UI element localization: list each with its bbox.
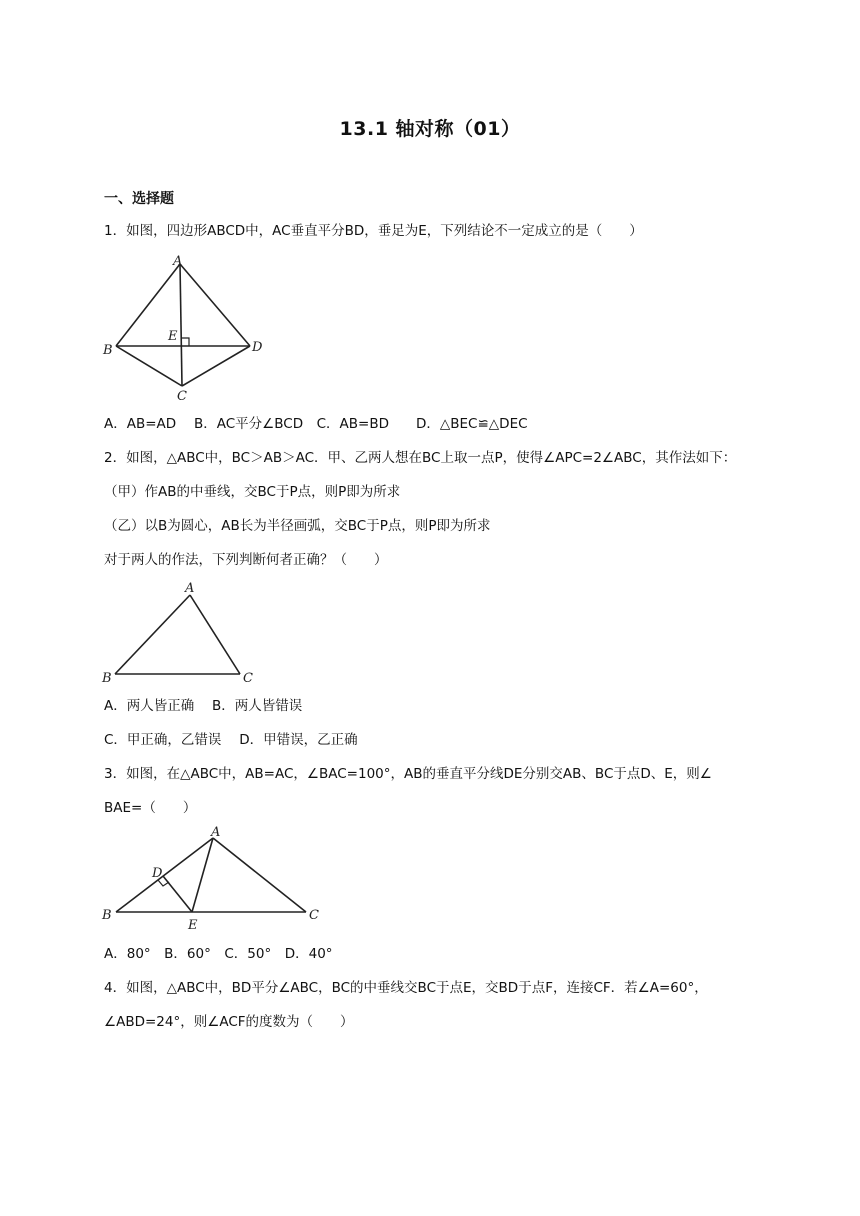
q1-label-e: E bbox=[168, 329, 178, 344]
q2-options-row1: A．两人皆正确 B．两人皆错误 bbox=[104, 698, 303, 714]
q2-label-a: A bbox=[185, 581, 195, 596]
q2-label-b: B bbox=[102, 671, 112, 686]
q1-label-a: A bbox=[173, 254, 183, 269]
q2-figure bbox=[100, 578, 260, 688]
q2-edge-ac bbox=[190, 595, 240, 674]
q2-question: 对于两人的作法，下列判断何者正确？（ ） bbox=[104, 552, 388, 568]
q2-stem: 2．如图，△ABC中，BC＞AB＞AC．甲、乙两人想在BC上取一点P，使得∠APC=2∠ABC，其作法如下： bbox=[104, 450, 737, 466]
q3-options: A．80° B．60° C．50° D．40° bbox=[104, 946, 333, 962]
q2-method-yi: （乙）以B为圆心，AB长为半径画弧，交BC于P点，则P即为所求 bbox=[104, 518, 491, 534]
q2-method-jia: （甲）作AB的中垂线，交BC于P点，则P即为所求 bbox=[104, 484, 401, 500]
q1-edge-bc bbox=[116, 346, 182, 386]
q4-stem-line1: 4．如图，△ABC中，BD平分∠ABC，BC的中垂线交BC于点E，交BD于点F，连接CF．若∠A=60°， bbox=[104, 980, 708, 996]
q4-stem-line2: ∠ABD=24°，则∠ACF的度数为（ ） bbox=[104, 1014, 354, 1030]
q1-label-d: D bbox=[252, 340, 263, 355]
q3-label-d: D bbox=[152, 866, 163, 881]
q3-label-e: E bbox=[188, 918, 198, 933]
q1-label-b: B bbox=[103, 343, 113, 358]
q3-segment-ae bbox=[192, 838, 213, 912]
q1-diagonal-ac bbox=[180, 264, 182, 386]
q1-stem: 1．如图，四边形ABCD中，AC垂直平分BD，垂足为E，下列结论不一定成立的是（ ） bbox=[104, 223, 643, 239]
q2-edge-ab bbox=[115, 595, 190, 674]
q1-label-c: C bbox=[177, 389, 187, 402]
q3-label-a: A bbox=[211, 826, 221, 840]
q3-perpendicular-de bbox=[163, 876, 192, 912]
q2-label-c: C bbox=[243, 671, 253, 686]
q1-options: A．AB=AD B．AC平分∠BCD C．AB=BD D．△BEC≌△DEC bbox=[104, 416, 528, 432]
page-title: 13.1 轴对称（01） bbox=[339, 118, 521, 140]
q1-edge-dc bbox=[182, 346, 250, 386]
q3-edge-ac bbox=[213, 838, 306, 912]
q3-label-c: C bbox=[309, 908, 319, 923]
section-heading: 一、选择题 bbox=[104, 191, 174, 207]
q3-label-b: B bbox=[102, 908, 112, 923]
q3-edge-ab bbox=[116, 838, 213, 912]
q3-stem-line1: 3．如图，在△ABC中，AB=AC，∠BAC=100°，AB的垂直平分线DE分别交AB、BC于点D、E，则∠ bbox=[104, 766, 712, 782]
q2-options-row2: C．甲正确，乙错误 D．甲错误，乙正确 bbox=[104, 732, 358, 748]
q1-figure bbox=[100, 252, 270, 402]
q3-figure bbox=[100, 826, 330, 936]
q3-stem-line2: BAE=（ ） bbox=[104, 800, 197, 816]
q1-edge-ad bbox=[180, 264, 250, 346]
q1-right-angle-mark bbox=[181, 338, 189, 346]
